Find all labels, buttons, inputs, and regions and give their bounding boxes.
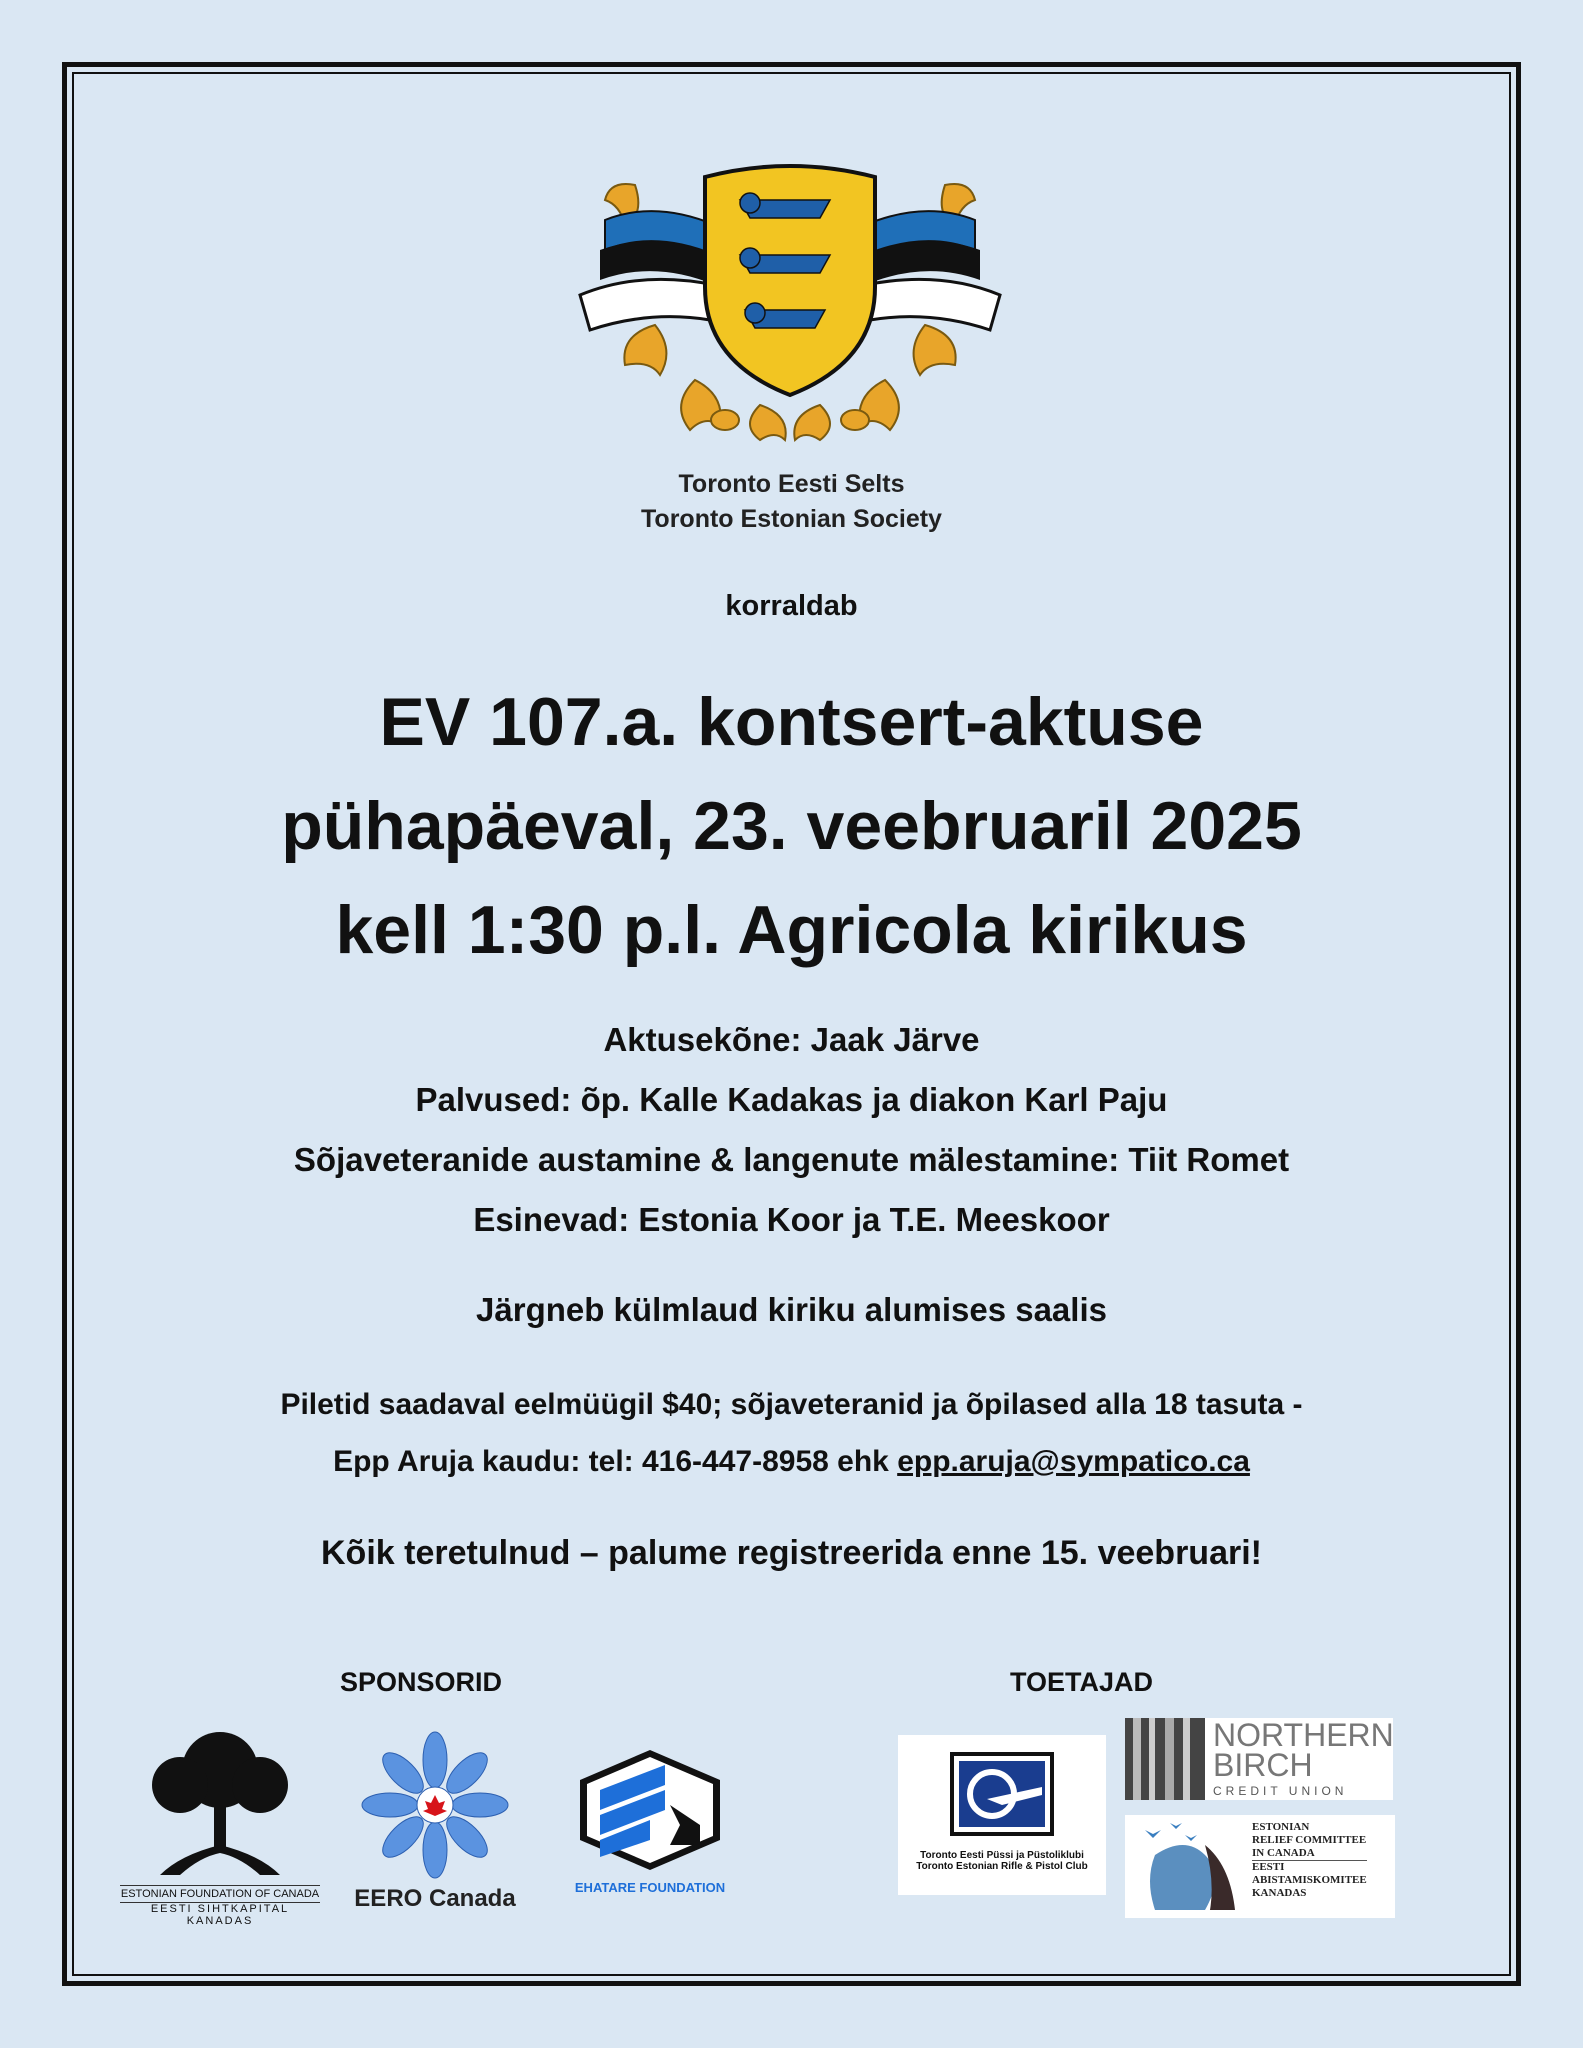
email-link[interactable]: epp.aruja@sympatico.ca	[897, 1445, 1250, 1478]
northern-birch-logo	[1125, 1718, 1393, 1800]
event-title-line3: kell 1:30 p.l. Agricola kirikus	[335, 892, 1248, 968]
rifle-club-name-et: Toronto Eesti Püssi ja Püstoliklubi	[920, 1850, 1084, 1861]
efc-logo	[120, 1730, 320, 1927]
nb-name-line3: CREDIT UNION	[1213, 1784, 1348, 1798]
society-name-et: Toronto Eesti Selts	[678, 470, 905, 498]
erc-line6: KANADAS	[1252, 1887, 1307, 1899]
coat-of-arms-icon	[575, 155, 1005, 445]
society-name-en: Toronto Estonian Society	[641, 505, 942, 533]
rifle-club-logo	[898, 1735, 1106, 1895]
program-performers: Esinevad: Estonia Koor ja T.E. Meeskoor	[473, 1201, 1110, 1238]
tickets-line2	[0, 1445, 1583, 1479]
eero-name: EERO Canada	[354, 1885, 516, 1912]
program-veterans: Sõjaveteranide austamine & langenute mälestamine: Tiit Romet	[293, 1141, 1290, 1178]
nb-name-line1: NORTHERN	[1213, 1717, 1394, 1753]
erc-line5: ABISTAMISKOMITEE	[1252, 1874, 1367, 1886]
nb-name-line2: BIRCH	[1213, 1747, 1313, 1783]
erc-line3: IN CANADA	[1252, 1847, 1315, 1859]
supporters-label: TOETAJAD	[1010, 1667, 1154, 1697]
birds-map-icon	[1125, 1815, 1245, 1918]
relief-committee-logo	[1125, 1815, 1395, 1918]
reception-note: Järgneb külmlaud kiriku alumises saalis	[476, 1291, 1107, 1328]
rifle-target-icon	[947, 1749, 1057, 1839]
hexagon-ef-icon	[570, 1745, 730, 1875]
event-title-line2: pühapäeval, 23. veebruaril 2025	[281, 788, 1302, 864]
efc-name-et: EESTI SIHTKAPITAL KANADAS	[150, 1903, 290, 1927]
rifle-club-name-en: Toronto Estonian Rifle & Pistol Club	[916, 1861, 1088, 1872]
tree-icon	[120, 1730, 320, 1880]
tickets-contact: Epp Aruja kaudu: tel: 416-447-8958 ehk	[333, 1445, 898, 1478]
erc-line4: EESTI	[1252, 1860, 1367, 1874]
erc-line2: RELIEF COMMITTEE	[1252, 1834, 1367, 1846]
organizes-label: korraldab	[725, 590, 858, 622]
program-prayers: Palvused: õp. Kalle Kadakas ja diakon Karl Paju	[415, 1081, 1168, 1118]
ehatare-name: EHATARE FOUNDATION	[574, 1880, 726, 1895]
tickets-line1: Piletid saadaval eelmüügil $40; sõjaveteranid ja õpilased alla 18 tasuta -	[280, 1388, 1303, 1421]
cornflower-icon	[355, 1730, 515, 1880]
event-title-line1: EV 107.a. kontsert-aktuse	[379, 684, 1204, 760]
erc-line1: ESTONIAN	[1252, 1821, 1310, 1833]
eero-logo	[345, 1730, 525, 1920]
efc-name-en: ESTONIAN FOUNDATION OF CANADA	[120, 1885, 320, 1903]
program-speech: Aktusekõne: Jaak Järve	[603, 1021, 980, 1058]
sponsors-label: SPONSORID	[340, 1667, 503, 1697]
birch-trees-icon	[1125, 1718, 1205, 1800]
ehatare-logo	[570, 1745, 730, 1895]
welcome-note: Kõik teretulnud – palume registreerida enne 15. veebruari!	[321, 1534, 1262, 1572]
